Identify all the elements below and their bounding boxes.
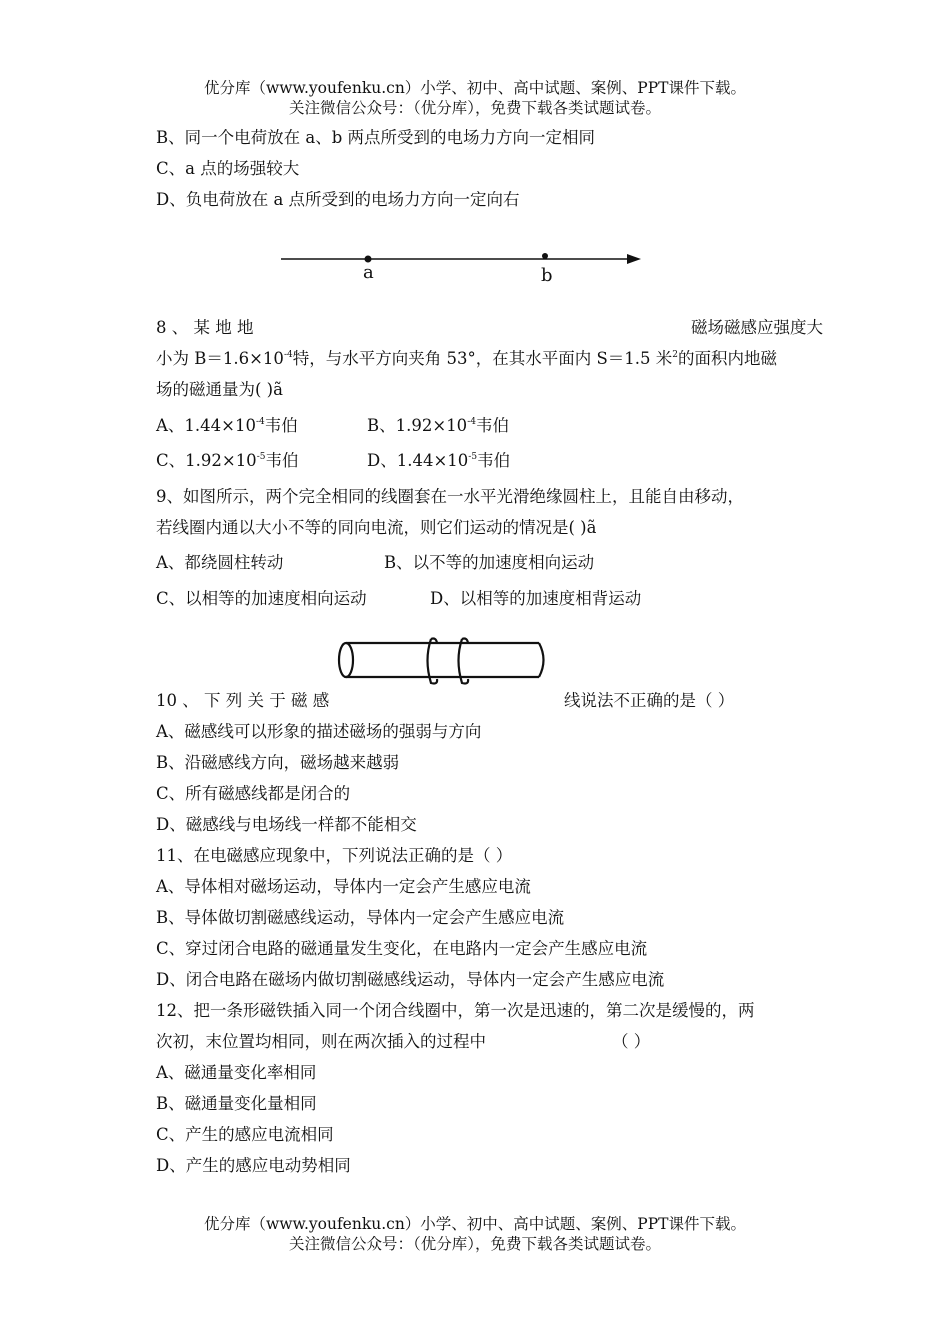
q12-stem-line1: 12、把一条形磁铁插入同一个闭合线圈中，第一次是迅速的，第二次是缓慢的，两 bbox=[156, 1001, 755, 1020]
q9-stem-line2: 若线圈内通以大小不等的同向电流，则它们运动的情况是( )ã bbox=[156, 518, 597, 537]
page-footer-line1: 优分库（www.youfenku.cn）小学、初中、高中试题、案例、PPT课件下载。 bbox=[203, 1215, 747, 1233]
q12-option-b: B、磁通量变化量相同 bbox=[156, 1094, 317, 1113]
q9-option-b: B、以不等的加速度相向运动 bbox=[384, 553, 595, 572]
page-header-line2: 关注微信公众号：（优分库），免费下载各类试题试卷。 bbox=[288, 99, 661, 117]
q12-answer-paren: （ ） bbox=[612, 1032, 651, 1051]
q9-option-a: A、都绕圆柱转动 bbox=[156, 553, 284, 572]
q7-option-c: C、a 点的场强较大 bbox=[156, 159, 300, 178]
field-line-figure bbox=[275, 244, 650, 288]
q11-option-b: B、导体做切割磁感线运动，导体内一定会产生感应电流 bbox=[156, 908, 565, 927]
cylinder-coils-figure bbox=[334, 633, 549, 689]
q8-stem-right: 磁场磁感应强度大 bbox=[691, 318, 823, 337]
q8-option-c: C、$1.92\times 10^{-5}$韦伯 bbox=[156, 451, 299, 470]
q10-option-a: A、磁感线可以形象的描述磁场的强弱与方向 bbox=[156, 722, 482, 741]
q12-option-c: C、产生的感应电流相同 bbox=[156, 1125, 334, 1144]
cylinder-right-end bbox=[539, 643, 544, 677]
q8-option-b: B、$1.92\times 10^{-4}$韦伯 bbox=[367, 416, 509, 435]
page-footer-line2: 关注微信公众号：（优分库），免费下载各类试题试卷。 bbox=[288, 1235, 661, 1253]
q10-stem-left: 10 、 下 列 关 于 磁 感 bbox=[156, 691, 330, 710]
q9-stem-line1: 9、如图所示，两个完全相同的线圈套在一水平光滑绝缘圆柱上，且能自由移动， bbox=[156, 487, 744, 506]
point-b-label: b bbox=[541, 265, 553, 286]
q10-option-c: C、所有磁感线都是闭合的 bbox=[156, 784, 351, 803]
q11-option-c: C、穿过闭合电路的磁通量发生变化，在电路内一定会产生感应电流 bbox=[156, 939, 648, 958]
q11-option-a: A、导体相对磁场运动，导体内一定会产生感应电流 bbox=[156, 877, 531, 896]
q8-stem-line3: 场的磁通量为( )ã bbox=[156, 380, 283, 399]
q8-stem-line2: 小为 $B=1.6\times 10^{-4}$特，与水平方向夹角 53°，在其水平面内 S＝1.5 米$^2$的面积内地磁 bbox=[156, 349, 777, 368]
cylinder-left-end bbox=[339, 643, 353, 677]
page-header-line1: 优分库（www.youfenku.cn）小学、初中、高中试题、案例、PPT课件下载。 bbox=[203, 79, 747, 97]
q9-option-d: D、以相等的加速度相背运动 bbox=[430, 589, 642, 608]
q11-option-d: D、闭合电路在磁场内做切割磁感线运动，导体内一定会产生感应电流 bbox=[156, 970, 665, 989]
point-b-dot bbox=[542, 253, 548, 259]
q8-option-d: D、$1.44\times 10^{-5}$韦伯 bbox=[367, 451, 511, 470]
point-a-label: a bbox=[363, 262, 374, 283]
q7-option-b: B、同一个电荷放在 a、b 两点所受到的电场力方向一定相同 bbox=[156, 128, 596, 147]
q10-option-b: B、沿磁感线方向，磁场越来越弱 bbox=[156, 753, 400, 772]
q12-option-d: D、产生的感应电动势相同 bbox=[156, 1156, 351, 1175]
q9-option-c: C、以相等的加速度相向运动 bbox=[156, 589, 367, 608]
q12-option-a: A、磁通量变化率相同 bbox=[156, 1063, 317, 1082]
q8-option-a: A、$1.44\times 10^{-4}$韦伯 bbox=[156, 416, 298, 435]
q7-option-d: D、负电荷放在 a 点所受到的电场力方向一定向右 bbox=[156, 190, 520, 209]
q12-stem-line2: 次初，末位置均相同，则在两次插入的过程中 bbox=[156, 1032, 486, 1051]
q8-stem-left: 8 、 某 地 地 bbox=[156, 318, 254, 337]
q11-stem: 11、在电磁感应现象中，下列说法正确的是（ ） bbox=[156, 846, 513, 865]
q10-option-d: D、磁感线与电场线一样都不能相交 bbox=[156, 815, 417, 834]
q10-stem-right: 线说法不正确的是（ ） bbox=[564, 691, 735, 710]
